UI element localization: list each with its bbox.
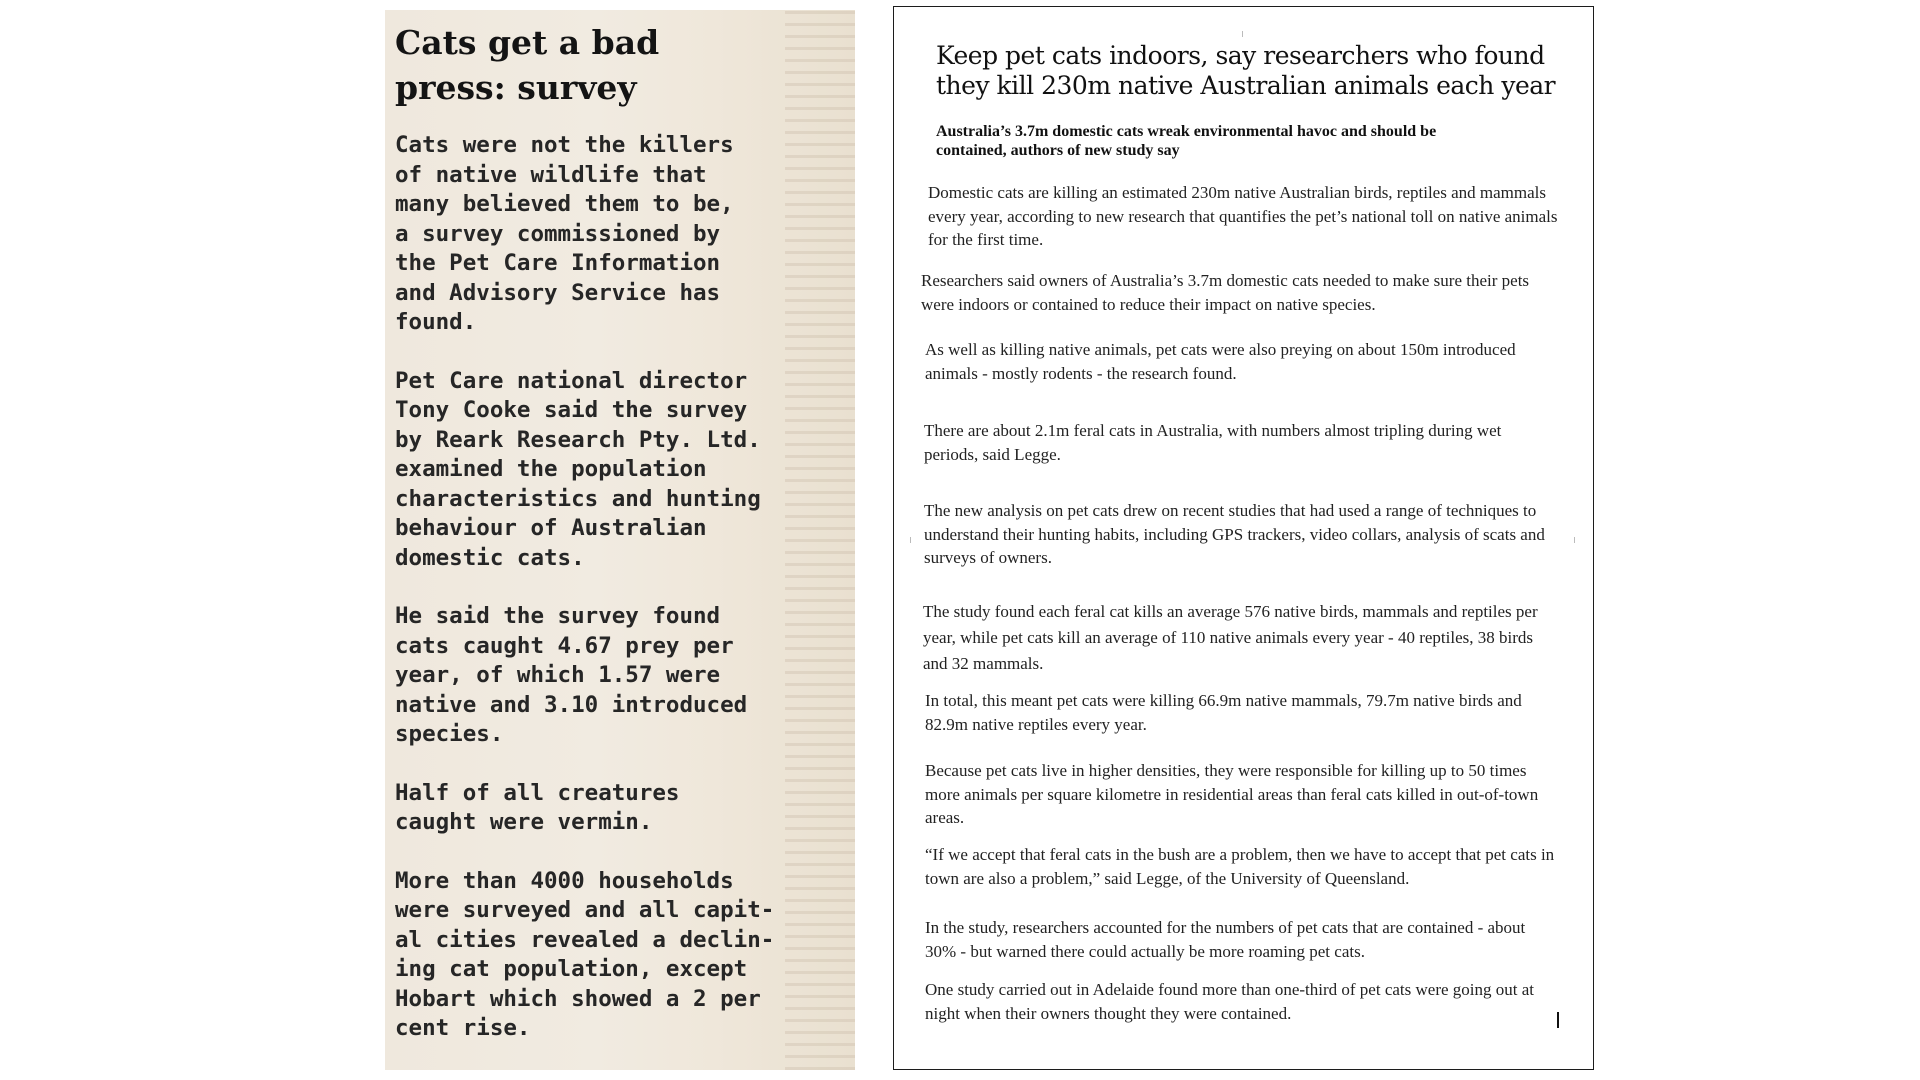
article-paragraph: The new analysis on pet cats drew on recent studies that had used a range of techniques to understand their hunting habits, including GPS trackers, video collars, analysis of scats and surveys of owners.	[924, 501, 1545, 567]
clipping-paragraph: Cats were not the killers of native wildlife that many believed them to be, a survey commissioned by the Pet Care Information and Advisory Service has found.	[395, 132, 734, 335]
article-paragraph: Researchers said owners of Australia’s 3.7m domestic cats needed to make sure their pets were indoors or contained to reduce their impact on native species.	[921, 271, 1530, 314]
clipping-paragraph: Half of all creatures caught were vermin.	[395, 779, 680, 835]
article-headline: Keep pet cats indoors, say researchers who found they kill 230m native Australian animals each year	[936, 41, 1556, 100]
article-panel	[893, 6, 1594, 1070]
clipping-paragraph: More than 4000 households were surveyed and all capit- al cities revealed a declin- ing cat population, except Hobart which showed a 2 per cent rise.	[395, 867, 775, 1041]
crop-mark	[910, 537, 911, 543]
article-paragraph: There are about 2.1m feral cats in Australia, with numbers almost tripling during wet periods, said Legge.	[924, 421, 1502, 464]
crop-mark	[1574, 537, 1575, 543]
article-paragraph: One study carried out in Adelaide found more than one-third of pet cats were going out at night when their owners thought they were contained.	[925, 980, 1534, 1023]
clipping-paragraph: He said the survey found cats caught 4.67 prey per year, of which 1.57 were native and 3.10 introduced species.	[395, 603, 748, 747]
article-paragraph: Domestic cats are killing an estimated 230m native Australian birds, reptiles and mammals every year, according to new research that quantifies the pet’s national toll on native animals for the first time.	[928, 183, 1558, 249]
article-paragraph: In the study, researchers accounted for the numbers of pet cats that are contained - about 30% - but warned there could actually be more roaming pet cats.	[925, 918, 1526, 961]
article-paragraph: As well as killing native animals, pet cats were also preying on about 150m introduced animals - mostly rodents - the research found.	[925, 340, 1516, 383]
article-paragraph: “If we accept that feral cats in the bush are a problem, then we have to accept that pet cats in town are also a problem,” said Legge, of the University of Queensland.	[925, 845, 1555, 888]
crop-mark	[1242, 31, 1243, 37]
clipping-paragraph: Pet Care national director Tony Cooke said the survey by Reark Research Pty. Ltd. examined the population characteristics and hunting behaviour of Australian domestic cats.	[395, 367, 761, 571]
article-paragraph: Because pet cats live in higher densities, they were responsible for killing up to 50 times more animals per square kilometre in residential areas than feral cats killed in out-of-town areas.	[925, 761, 1539, 827]
article-paragraph: In total, this meant pet cats were killing 66.9m native mammals, 79.7m native birds and 82.9m native reptiles every year.	[925, 691, 1522, 734]
article-standfirst: Australia’s 3.7m domestic cats wreak environmental havoc and should be contained, authors of new study say	[936, 123, 1437, 159]
article-paragraph: The study found each feral cat kills an average 576 native birds, mammals and reptiles per year, while pet cats kill an average of 110 native animals every year - 40 reptiles, 38 birds and 32 mammals.	[923, 602, 1538, 673]
newspaper-clipping	[385, 10, 855, 1070]
text-cursor	[1557, 1012, 1559, 1028]
clipping-headline: Cats get a bad press: survey	[395, 23, 660, 107]
